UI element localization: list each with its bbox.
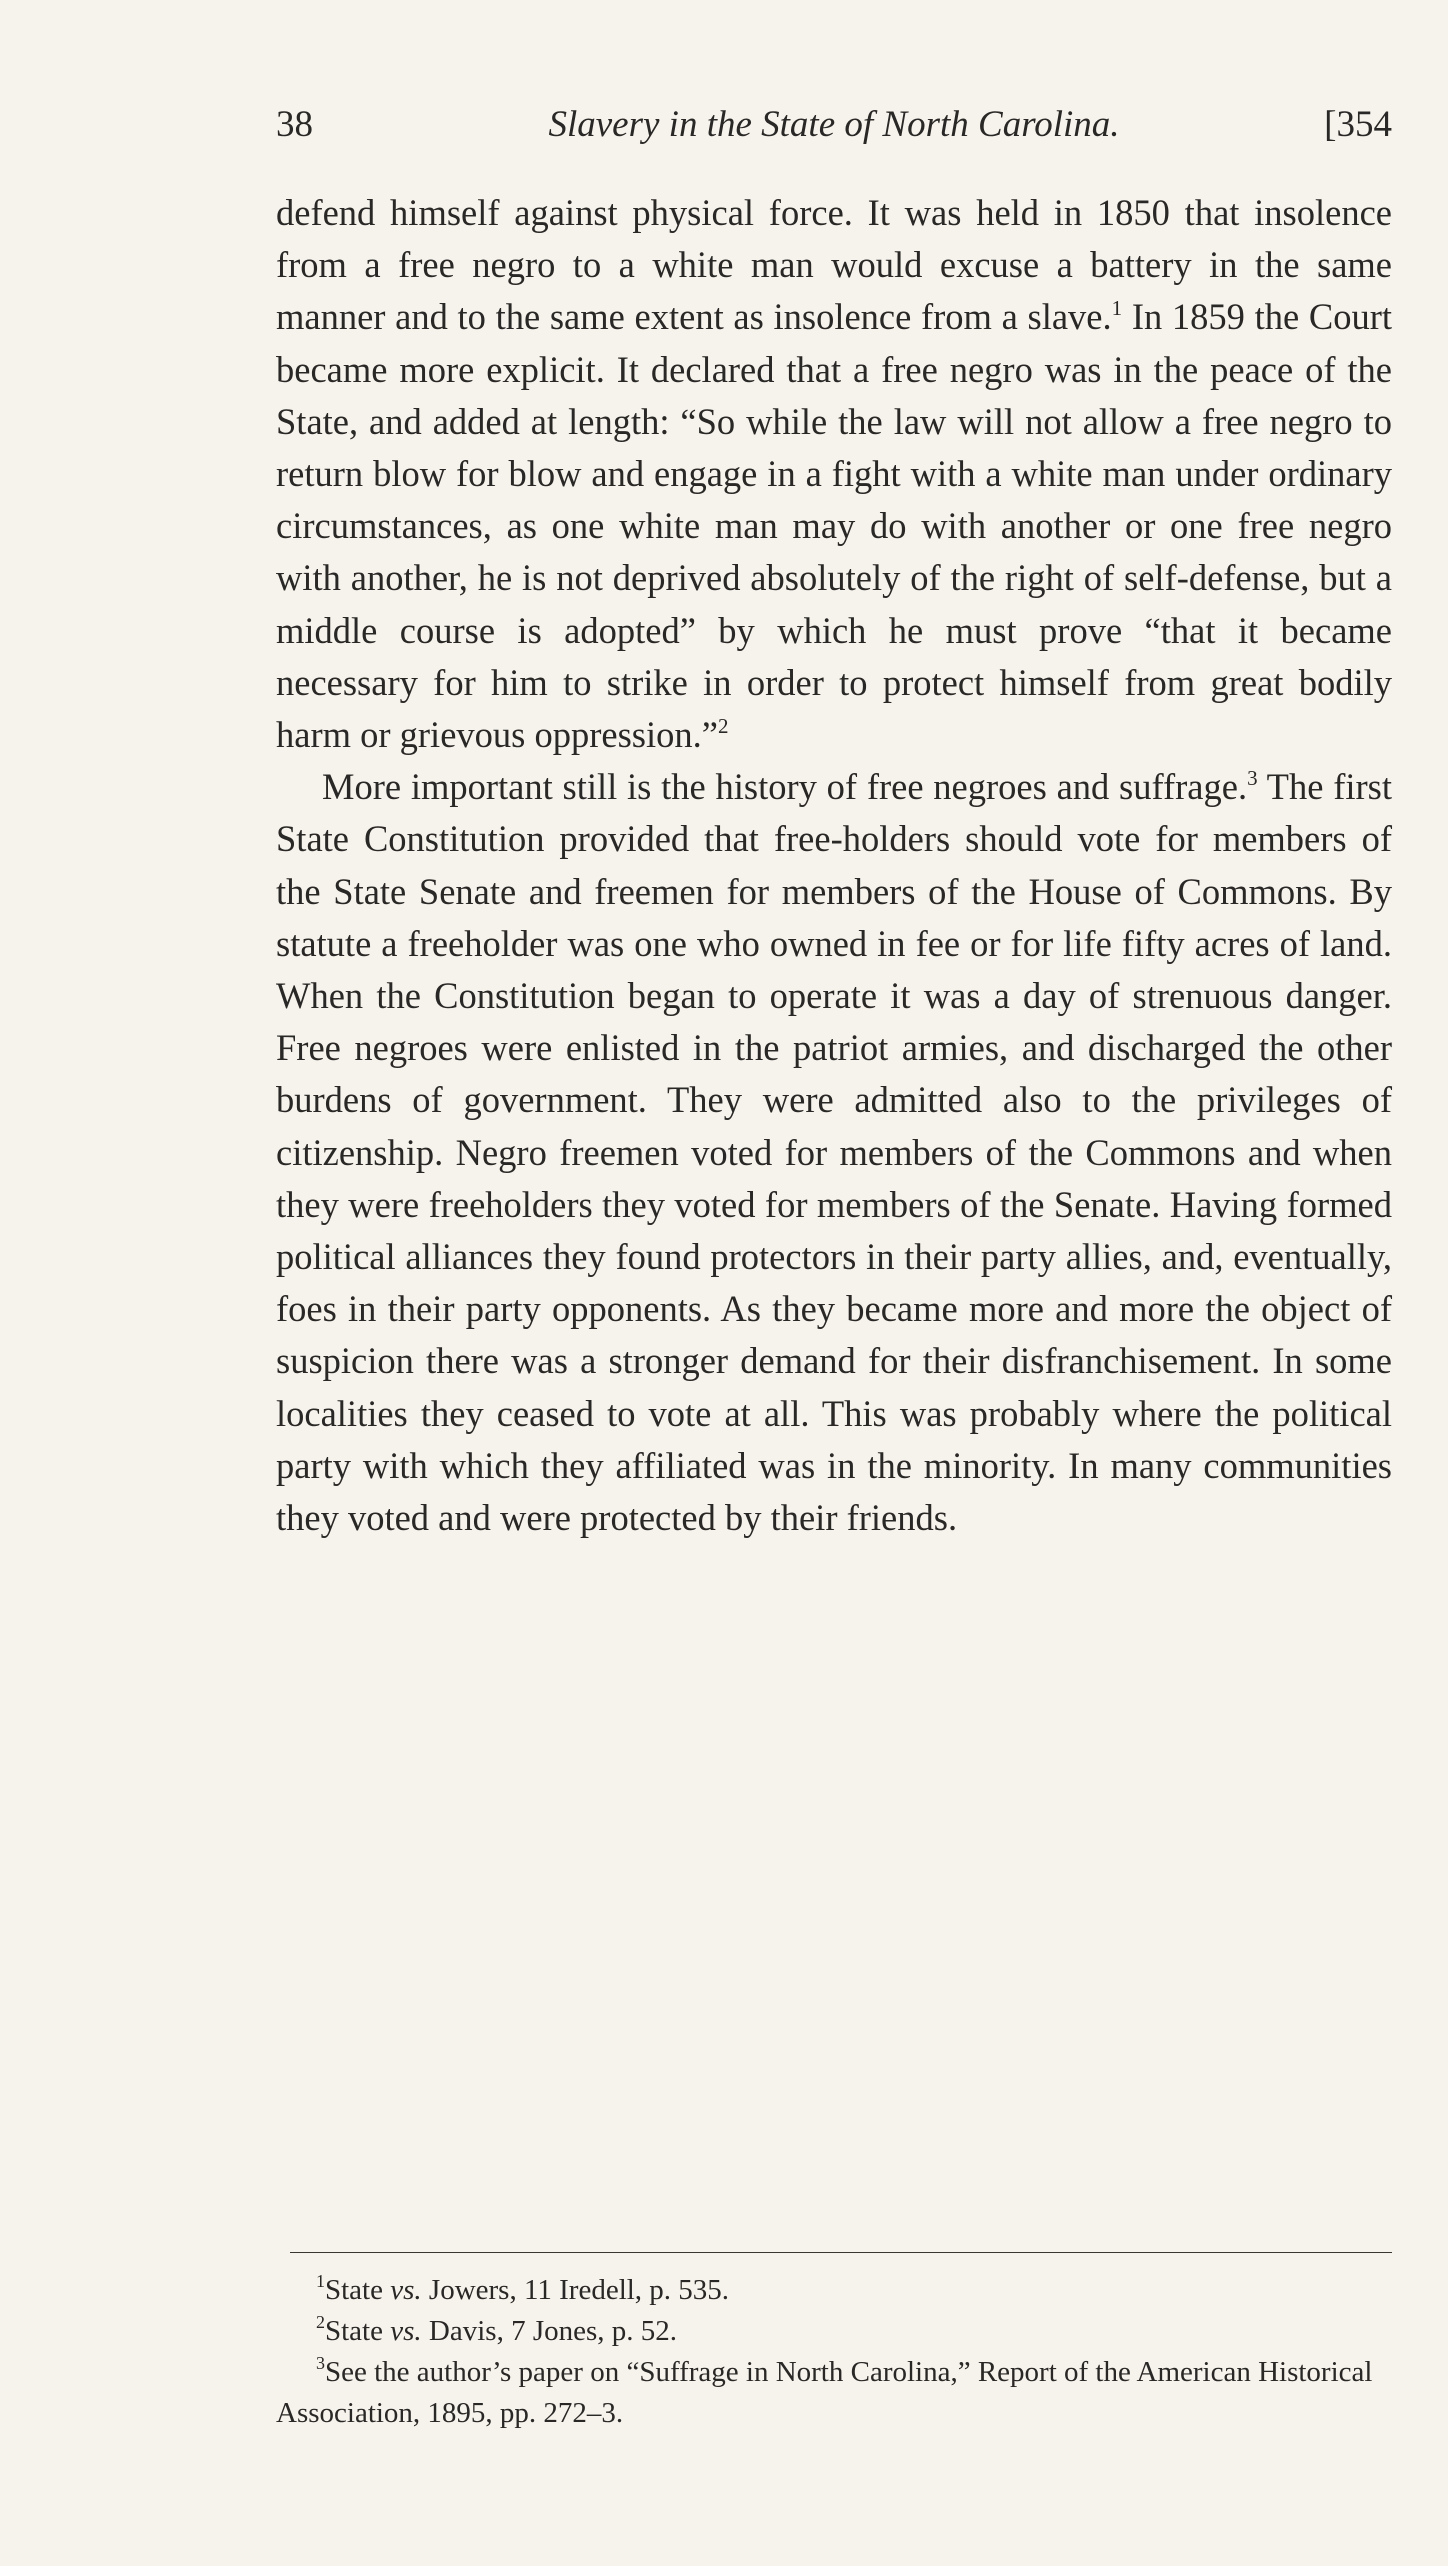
footnote-mark: 3 — [316, 2353, 325, 2374]
footnote-mark: 2 — [316, 2312, 325, 2333]
paragraph-1-text-a: defend himself against physical force. It was held in 1850 that insolence from a free negro to a white man would excuse a battery in the same manner and to the same extent as insolence from a slave. — [276, 192, 1392, 338]
paragraph-2-text-b: The first State Constitution provided that free-holders should vote for members of the State Senate and freemen for members of the House of Commons. By statute a freeholder was one who owned in fee or for life fifty acres of land. When the Constitution began to operate it was a day of strenuous danger. Free negroes were enlisted in the patriot armies, and discharged the other burdens of government. They were admitted also to the privileges of citizenship. Negro freemen voted for members of the Commons and when they were freeholders they voted for members of the Senate. Having formed political alliances they found protectors in their party allies, and, eventually, foes in their party opponents. As they became more and more the object of suspicion there was a stronger demand for their disfranchisement. In some localities they ceased to vote at all. This was probably where the political party with which they affiliated was in the minority. In many communities they voted and were protected by their friends. — [276, 766, 1392, 1539]
footnote-text: State — [325, 2315, 391, 2347]
footnote-divider — [290, 2252, 1392, 2253]
footnote-text: Davis, 7 Jones, p. 52. — [421, 2315, 678, 2347]
paragraph-1-text-b: In 1859 the Court became more explicit. It declared that a free negro was in the peace of the State, and added at length: “So while the law will not allow a free negro to return blow for blow and engage in a fight with a white man under ordinary circumstances, as one white man may do with another or one free negro with another, he is not deprived absolutely of the right of self-defense, but a middle course is adopted” by which he must prove “that it became necessary for him to strike in order to protect himself from great bodily harm or grievous oppression.” — [276, 296, 1393, 756]
running-header — [276, 103, 1392, 163]
footnote-1 — [276, 2270, 1392, 2311]
running-title: Slavery in the State of North Carolina. — [548, 104, 1120, 145]
footnote-mark: 1 — [316, 2271, 325, 2292]
original-page-reference: [354 — [1324, 104, 1392, 145]
footnote-text: See the author’s paper on “Suffrage in North Carolina,” Report of the American Historical Association, 1895, pp. 272–3. — [276, 2356, 1373, 2429]
footnote-ref-3: 3 — [1247, 766, 1258, 791]
footnote-2 — [276, 2311, 1392, 2352]
footnotes — [276, 2270, 1392, 2434]
footnote-text: State — [325, 2274, 391, 2306]
footnote-text: Jowers, 11 Iredell, p. 535. — [421, 2274, 730, 2306]
footnote-ref-1: 1 — [1111, 296, 1123, 321]
page-number: 38 — [276, 104, 313, 145]
footnote-3 — [276, 2352, 1392, 2434]
footnote-ref-2: 2 — [717, 713, 729, 738]
paragraph-2-text-a: More important still is the history of free negroes and suffrage. — [322, 766, 1248, 808]
paragraph-1 — [276, 187, 1392, 761]
body-text — [276, 187, 1392, 1544]
paragraph-2 — [276, 761, 1392, 1544]
footnote-italic: vs. — [390, 2315, 422, 2347]
footnote-italic: vs. — [390, 2274, 422, 2306]
